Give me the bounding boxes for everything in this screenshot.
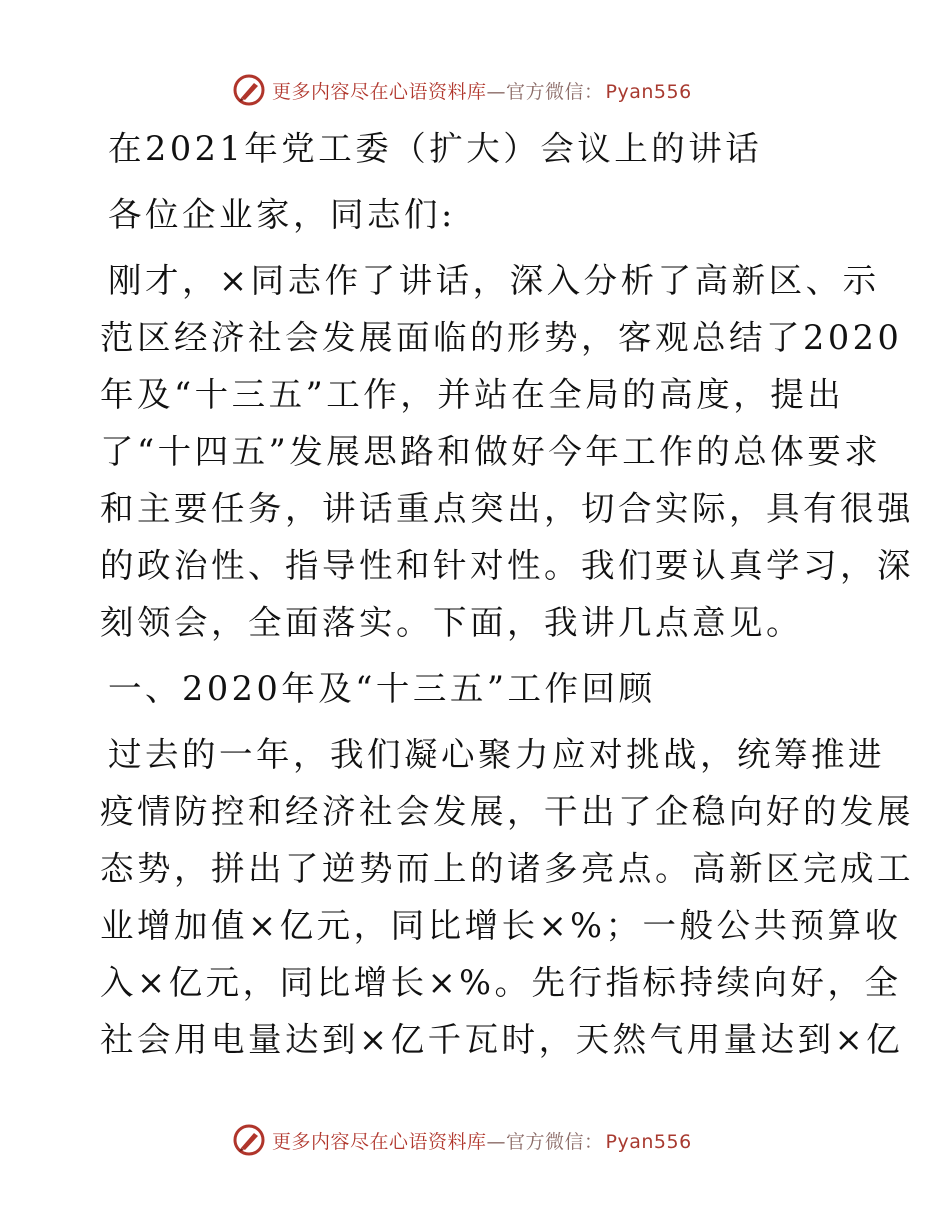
document-body (100, 120, 914, 1068)
paragraph-line: 态势，拼出了逆势而上的诸多亮点。高新区完成工 (100, 849, 914, 888)
paragraph-line: 和主要任务，讲话重点突出，切合实际，具有很强 (100, 489, 914, 528)
paragraph-line: 入×亿元，同比增长×%。先行指标持续向好，全 (100, 963, 902, 1002)
pen-circle-logo-icon (232, 1123, 266, 1157)
paragraph-line: 过去的一年，我们凝心聚力应对挑战，统筹推进 (108, 735, 885, 774)
paragraph-line: 刚才，×同志作了讲话，深入分析了高新区、示 (108, 261, 880, 300)
watermark-text: 更多内容尽在心语资料库—官方微信： Pyan556 (272, 80, 692, 103)
pen-circle-logo-icon (232, 73, 266, 107)
watermark-banner-top (232, 70, 692, 110)
paragraph-line: 刻领会，全面落实。下面，我讲几点意见。 (100, 603, 803, 642)
paragraph-line: 社会用电量达到×亿千瓦时，天然气用量达到×亿 (100, 1020, 904, 1059)
paragraph-line: 的政治性、指导性和针对性。我们要认真学习，深 (100, 546, 914, 585)
paragraph-line: 年及“十三五”工作，并站在全局的高度，提出 (100, 375, 845, 414)
paragraph-line: 疫情防控和经济社会发展，干出了企稳向好的发展 (100, 792, 914, 831)
watermark-banner-bottom (232, 1120, 692, 1160)
section-heading: 一、2020年及“十三五”工作回顾 (108, 669, 656, 708)
paragraph-2 (100, 726, 914, 1068)
paragraph-line: 范区经济社会发展面临的形势，客观总结了2020 (100, 318, 903, 357)
salutation: 各位企业家，同志们: (108, 195, 456, 234)
document-title: 在2021年党工委（扩大）会议上的讲话 (108, 129, 763, 168)
paragraph-line: 业增加值×亿元，同比增长×%；一般公共预算收 (100, 906, 902, 945)
paragraph-1 (100, 252, 914, 651)
paragraph-line: 了“十四五”发展思路和做好今年工作的总体要求 (100, 432, 882, 471)
watermark-text: 更多内容尽在心语资料库—官方微信： Pyan556 (272, 1130, 692, 1153)
